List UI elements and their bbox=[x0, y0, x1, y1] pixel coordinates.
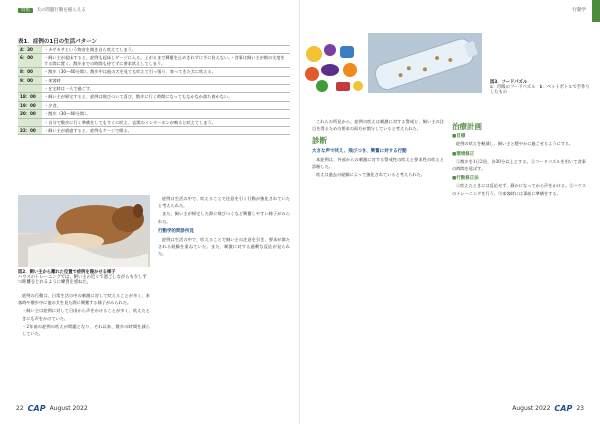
table-row bbox=[18, 46, 290, 54]
issue-right: August 2022 bbox=[512, 405, 551, 412]
table-cell-time bbox=[18, 118, 42, 126]
table-cell-activity: ・飼い主が起床すると、症例も起床しゲージに入る。上がるまで興奮を止めきれずに手に負えない。・食事は飼い主が朝の支度をする間に置く。散歩までの時間も待てずに要求吠えしてしまう。 bbox=[42, 54, 290, 68]
table-cell-activity: ・飼い主が就寝すると、症例もケージで眠る。 bbox=[42, 127, 290, 135]
table-cell-activity: ・飼い主が帰宅すると、症例は飛びついて喜び、散歩に行く時間になってもなかなか落ち着かない。 bbox=[42, 93, 290, 101]
left-col2-paragraph: 症例は生活の中で、吠えることで注意を引く行動が強化されていたと考えられた。 bbox=[158, 196, 290, 209]
left-col1-bullet: ・2年前の症例の吠えが問題となり、それ以来、散歩の時間を減らしていた。 bbox=[22, 323, 150, 337]
table-cell-activity: ・夕食。 bbox=[42, 101, 290, 109]
header-right: 行動学 bbox=[572, 8, 586, 13]
table-cell-activity: ・散歩（30〜40分間）。 bbox=[42, 110, 290, 118]
table-row bbox=[18, 93, 290, 101]
treatment-item-text: 症例の吠えを軽減し、飼い主と穏やかに過ごせるようにする。 bbox=[456, 141, 574, 147]
left-col2-paragraph: 症例は生活の中で、吠えることで飼い主の注意を引き、要求が満たされる経験を重ねていた。また、刺激に対する過剰な反応が見られた。 bbox=[158, 237, 290, 257]
footer-left bbox=[16, 404, 88, 413]
table-title: 表1．症例の1日の生活パターン bbox=[18, 39, 98, 45]
brand-logo-left: CAP bbox=[27, 404, 46, 413]
table-row bbox=[18, 85, 290, 93]
table-cell-time: 8：00 bbox=[18, 68, 42, 76]
figure2-body: ハウスのトレーニングでは、飼い主の近くで過ごしながらも少しずつ距離をとれるように練習を重ねた。 bbox=[18, 275, 147, 286]
left-column-1 bbox=[18, 292, 150, 392]
table-cell-time bbox=[18, 85, 42, 93]
right-col1-paragraph: 本症例は、外部からの刺激に対する警戒性の吠えと要求性の吠えと診断した。 bbox=[312, 156, 444, 170]
diagnosis-heading: 大きな声で吠え、飛びつき、興奮に対する行動 bbox=[312, 148, 407, 154]
schedule-table bbox=[18, 45, 290, 135]
table-row bbox=[18, 101, 290, 109]
page-number-left: 22 bbox=[16, 405, 24, 412]
header-tag: 特集 bbox=[18, 8, 33, 13]
figure2-caption bbox=[18, 270, 150, 286]
header-left bbox=[18, 7, 86, 13]
figure3-body: a：市販のフードパズル b：ペットボトルで手作りしたもの bbox=[490, 85, 590, 96]
table-cell-time: 6：00 bbox=[18, 54, 42, 68]
toys-illustration bbox=[300, 40, 368, 95]
table-cell-activity: ・散歩（30〜40分間）。散歩中は他の犬を見ても吠えて引っ張り、寄ってきた犬に吠える。 bbox=[42, 68, 290, 76]
right-column-1 bbox=[312, 118, 444, 398]
table-cell-time: 19：00 bbox=[18, 101, 42, 109]
right-column-2 bbox=[452, 118, 586, 398]
left-col1-paragraph: 症例の行動は、日常生活の中の刺激に対して吠えることが多く、来客時や散歩中に他の犬を見た際に興奮する様子がみられた。 bbox=[18, 293, 150, 306]
table-cell-activity: ・自分で散歩に行く準備をしてもすぐに吠え、玄関のインターホンが鳴ると吠えてしまう。 bbox=[42, 118, 290, 126]
issue-left: August 2022 bbox=[49, 405, 88, 412]
figure3-caption bbox=[490, 80, 590, 96]
dog-illustration bbox=[18, 195, 150, 267]
section-diagnosis: 診断 bbox=[312, 136, 327, 146]
figure3-title: 図3．フードパズル bbox=[490, 80, 528, 85]
table-row bbox=[18, 127, 290, 135]
right-page bbox=[300, 0, 600, 424]
toy-photo bbox=[300, 40, 368, 95]
table-cell-time: 20：00 bbox=[18, 110, 42, 118]
figure2-title: 図2．飼い主から離れた位置で症例を寝かせる様子 bbox=[18, 270, 116, 275]
right-col1-intro: これらの所見から、症例の吠えは刺激に対する警戒と、飼い主の注目を得るための要求の両方が関与していると考えられた。 bbox=[312, 119, 444, 132]
table-row bbox=[18, 76, 290, 84]
treatment-item-title: ■環境修正 bbox=[452, 151, 475, 157]
table-row bbox=[18, 118, 290, 126]
left-col2-paragraph: また、飼い主が帰宅した際に飛びつくなど興奮しやすい様子がみられた。 bbox=[158, 211, 290, 224]
treatment-item-title: ■目標 bbox=[452, 134, 466, 140]
table-cell-activity: ・在宅時は一人で過ごす。 bbox=[42, 85, 290, 93]
left-col1-bullet: ・飼い主は症例に対して日頃から声をかけることが多く、吠えたときにも声をかけていた。 bbox=[22, 308, 150, 321]
treatment-item-title: ■行動修正法 bbox=[452, 176, 479, 182]
bottle-photo bbox=[368, 33, 482, 93]
table-cell-time: 4：30 bbox=[18, 46, 42, 54]
table-row bbox=[18, 110, 290, 118]
table-cell-activity: ・来客時 bbox=[42, 76, 290, 84]
table-cell-time: 9：00 bbox=[18, 76, 42, 84]
treatment-item-text: ①散歩を1日2回、各30分以上とする。②フードパズルを用いて食事の時間を延ばす。 bbox=[452, 158, 586, 172]
section-treatment-plan: 治療計画 bbox=[452, 122, 482, 131]
bottle-illustration bbox=[368, 33, 482, 93]
table-row bbox=[18, 54, 290, 68]
dog-photo bbox=[18, 195, 150, 267]
right-col1-paragraph: 吠えは過去の経験によって強化されていると考えられた。 bbox=[316, 172, 425, 178]
header-accent-bar bbox=[592, 0, 600, 22]
table-row bbox=[18, 68, 290, 76]
footer-right bbox=[512, 404, 584, 413]
header-title: 犬の問題行動を捕らえる bbox=[36, 8, 86, 13]
table-cell-activity: ・カサカサという物音を聞き自ら吠えてしまう。 bbox=[42, 46, 290, 54]
left-col2-heading: 行動学的問診所見 bbox=[158, 228, 194, 234]
table-cell-time: 22：00 bbox=[18, 127, 42, 135]
left-column-2 bbox=[158, 195, 290, 395]
treatment-item-text: ①吠えたときには反応せず、静かになってから声をかける。②ハウスのトレーニングを行う。③来客時には事前に準備をする。 bbox=[452, 183, 586, 196]
table-cell-time: 18：00 bbox=[18, 93, 42, 101]
brand-logo-right: CAP bbox=[554, 404, 573, 413]
page-number-right: 23 bbox=[576, 405, 584, 412]
